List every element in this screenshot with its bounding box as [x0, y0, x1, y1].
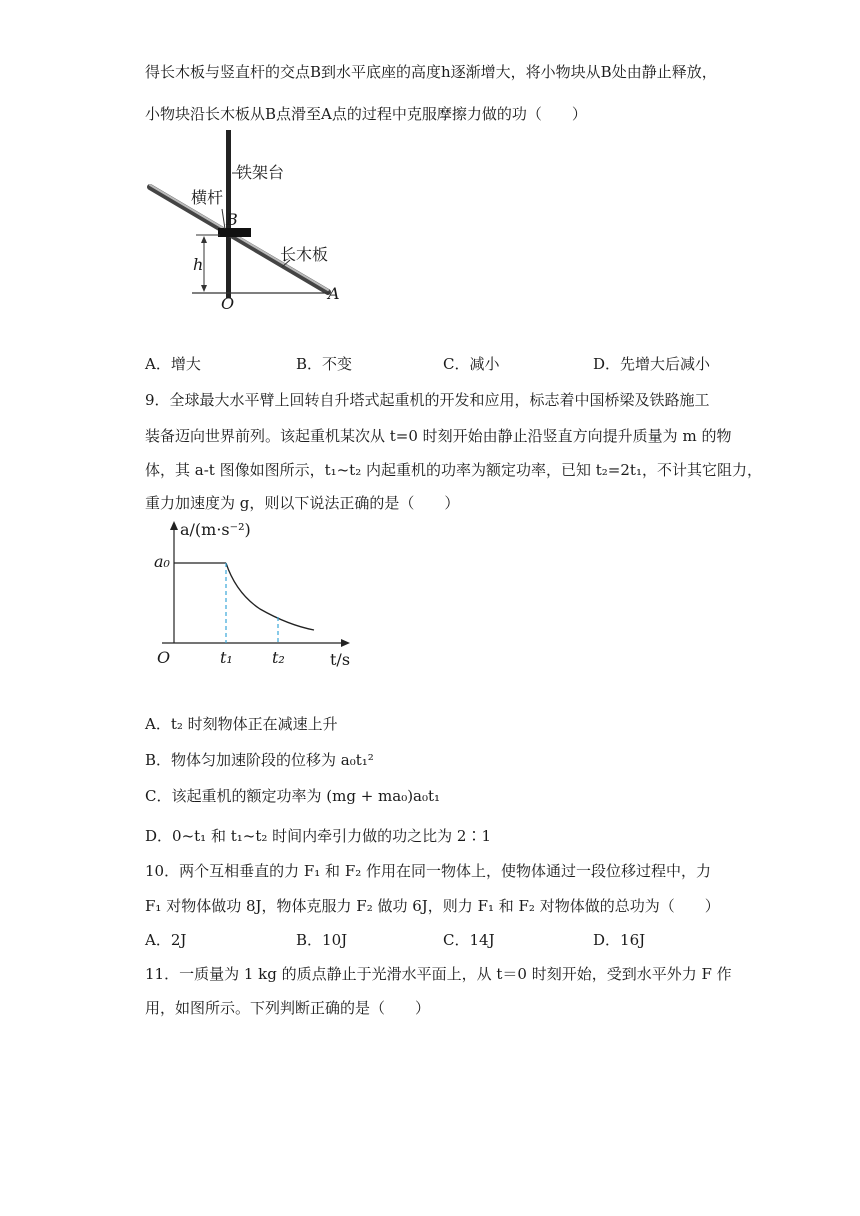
q10-option-c: C．14J	[443, 931, 495, 949]
crossbar	[218, 228, 251, 237]
q8-option-c: C．减小	[443, 355, 500, 373]
label-point-b: B	[226, 210, 238, 229]
x-tick-t2: t₂	[272, 648, 285, 667]
decreasing-acceleration-curve	[226, 563, 314, 630]
q8-figure-iron-stand	[140, 125, 360, 315]
x-tick-t1: t₁	[220, 648, 233, 667]
label-long-board: 长木板	[280, 245, 329, 264]
q10-option-a: A．2J	[145, 931, 187, 949]
q9-option-c: C．该起重机的额定功率为 (mg + ma₀)a₀t₁	[145, 787, 441, 805]
q8-option-a: A．增大	[145, 355, 201, 373]
q9-text-line2: 装备迈向世界前列。该起重机某次从 t=0 时刻开始由静止沿竖直方向提升质量为 m 的物	[145, 427, 732, 445]
q11-text-line2: 用，如图所示。下列判断正确的是（ ）	[145, 999, 431, 1017]
q10-text-line2: F₁ 对物体做功 8J，物体克服力 F₂ 做功 6J，则力 F₁ 和 F₂ 对物体做的总功为（ ）	[145, 897, 720, 915]
q10-option-d: D．16J	[593, 931, 646, 949]
long-board	[150, 187, 328, 292]
q8-option-d: D．先增大后减小	[593, 355, 711, 373]
label-o: O	[221, 294, 235, 313]
label-h: h	[193, 255, 204, 274]
label-crossbar: 横杆	[191, 188, 224, 207]
origin-label: O	[157, 648, 171, 667]
q10-option-b: B．10J	[296, 931, 348, 949]
label-iron-stand: 铁架台	[236, 163, 285, 182]
y-axis-label: a/(m·s⁻²)	[180, 520, 251, 539]
q8-option-b: B．不变	[296, 355, 353, 373]
y-tick-a0: a₀	[154, 552, 170, 571]
q9-option-d: D．0~t₁ 和 t₁~t₂ 时间内牵引力做的功之比为 2∶1	[145, 827, 491, 845]
q9-option-a: A．t₂ 时刻物体正在减速上升	[145, 715, 338, 733]
q9-text-line4: 重力加速度为 g，则以下说法正确的是（ ）	[145, 494, 460, 512]
q8-text-line1: 得长木板与竖直杆的交点B到水平底座的高度h逐渐增大，将小物块从B处由静止释放，	[145, 63, 717, 81]
q11-text-line1: 11．一质量为 1 kg 的质点静止于光滑水平面上，从 t＝0 时刻开始，受到水平外力 F 作	[145, 965, 732, 983]
x-axis-label: t/s	[330, 650, 351, 669]
q8-text-line2: 小物块沿长木板从B点滑至A点的过程中克服摩擦力做的功（ ）	[145, 105, 587, 123]
q9-a-t-chart	[140, 515, 370, 675]
q9-text-line1: 9．全球最大水平臂上回转自升塔式起重机的开发和应用，标志着中国桥梁及铁路施工	[145, 391, 710, 409]
label-a: A	[328, 284, 340, 303]
q9-text-line3: 体，其 a-t 图像如图所示，t₁~t₂ 内起重机的功率为额定功率，已知 t₂=2t₁，不计其它阻力，	[145, 461, 762, 479]
q9-option-b: B．物体匀加速阶段的位移为 a₀t₁²	[145, 751, 374, 769]
q10-text-line1: 10．两个互相垂直的力 F₁ 和 F₂ 作用在同一物体上，使物体通过一段位移过程中，力	[145, 862, 712, 880]
